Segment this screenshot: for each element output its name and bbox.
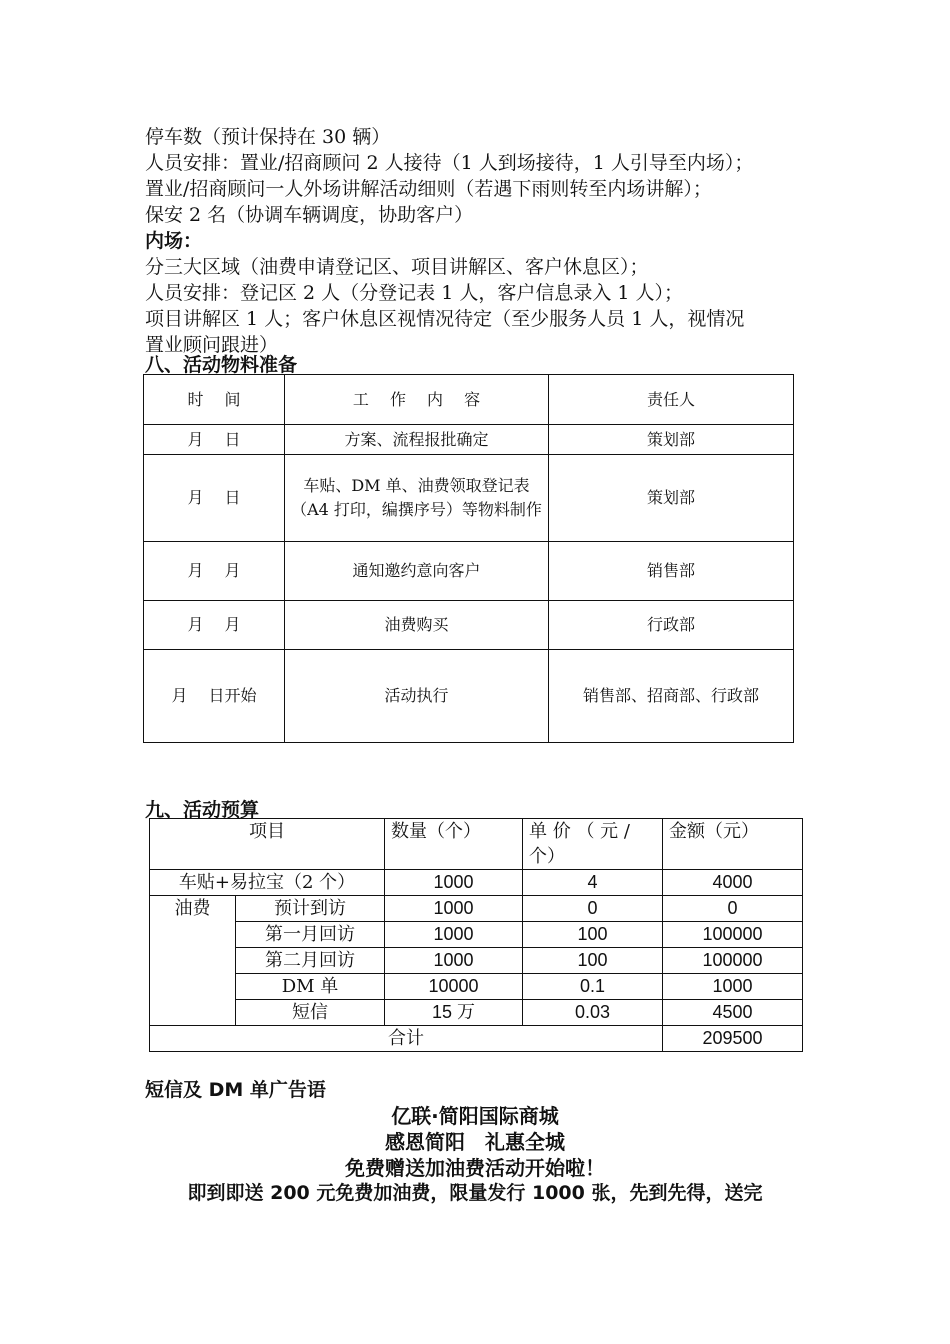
budget-price: 4 — [523, 870, 663, 896]
budget-amount: 100000 — [663, 922, 803, 948]
row-time: 月 月 — [144, 542, 285, 601]
budget-item: 第二月回访 — [236, 948, 385, 974]
budget-qty: 1000 — [385, 948, 523, 974]
row-owner: 策划部 — [549, 425, 794, 455]
oil-fee-label: 油费 — [150, 896, 236, 1026]
budget-qty: 10000 — [385, 974, 523, 1000]
row-time: 月 日 — [144, 425, 285, 455]
budget-amount: 1000 — [663, 974, 803, 1000]
security-line: 保安 2 名（协调车辆调度，协助客户） — [145, 204, 474, 226]
inner-venue-heading: 内场： — [145, 230, 203, 252]
row-time: 月 日开始 — [144, 650, 285, 743]
budget-row — [150, 896, 803, 922]
budget-row — [150, 1000, 803, 1026]
row-content: 车贴、DM 单、油费领取登记表（A4 打印，编撰序号）等物料制作 — [285, 455, 549, 542]
parking-count-line: 停车数（预计保持在 30 辆） — [145, 126, 391, 148]
header-qty: 数量（个） — [385, 819, 523, 870]
budget-table — [149, 818, 803, 1052]
budget-amount: 4500 — [663, 1000, 803, 1026]
budget-qty: 1000 — [385, 922, 523, 948]
row-owner: 销售部 — [549, 542, 794, 601]
budget-qty: 1000 — [385, 870, 523, 896]
budget-row — [150, 974, 803, 1000]
inner-zones-line: 分三大区域（油费申请登记区、项目讲解区、客户休息区）； — [145, 256, 649, 278]
budget-row — [150, 870, 803, 896]
total-amount: 209500 — [663, 1026, 803, 1052]
header-item: 项目 — [150, 819, 385, 870]
ad-slogan-title: 短信及 DM 单广告语 — [145, 1079, 326, 1101]
explain-zone-line-cont: 置业顾问跟进） — [145, 334, 279, 356]
section9-title: 九、活动预算 — [145, 799, 260, 821]
row-owner: 销售部、招商部、行政部 — [549, 650, 794, 743]
total-label: 合计 — [150, 1026, 663, 1052]
budget-header-row — [150, 819, 803, 870]
ad-line-free-gas: 免费赠送加油费活动开始啦！ — [345, 1156, 605, 1180]
row-time: 月 月 — [144, 601, 285, 650]
budget-amount: 4000 — [663, 870, 803, 896]
header-content: 工 作 内 容 — [285, 375, 549, 425]
row-content: 通知邀约意向客户 — [285, 542, 549, 601]
budget-amount: 100000 — [663, 948, 803, 974]
inner-staff-line: 人员安排：登记区 2 人（分登记表 1 人，客户信息录入 1 人）； — [145, 282, 684, 304]
ad-line-offer: 即到即送 200 元免费加油费，限量发行 1000 张，先到先得，送完 — [187, 1182, 763, 1204]
row-content: 方案、流程报批确定 — [285, 425, 549, 455]
header-time: 时 间 — [144, 375, 285, 425]
budget-amount: 0 — [663, 896, 803, 922]
budget-row — [150, 922, 803, 948]
budget-item: 第一月回访 — [236, 922, 385, 948]
row-owner: 行政部 — [549, 601, 794, 650]
staff-arrangement-line: 人员安排：置业/招商顾问 2 人接待（1 人到场接待，1 人引导至内场）； — [145, 152, 754, 174]
materials-row — [144, 601, 794, 650]
budget-row — [150, 948, 803, 974]
row-content: 油费购买 — [285, 601, 549, 650]
header-amount: 金额（元） — [663, 819, 803, 870]
budget-qty: 1000 — [385, 896, 523, 922]
materials-row — [144, 425, 794, 455]
budget-price: 0.03 — [523, 1000, 663, 1026]
explain-zone-line: 项目讲解区 1 人；客户休息区视情况待定（至少服务人员 1 人，视情况 — [145, 308, 745, 330]
budget-total-row — [150, 1026, 803, 1052]
row-time: 月 日 — [144, 455, 285, 542]
header-owner: 责任人 — [549, 375, 794, 425]
budget-qty: 15 万 — [385, 1000, 523, 1026]
materials-row — [144, 455, 794, 542]
outdoor-explain-line: 置业/招商顾问一人外场讲解活动细则（若遇下雨则转至内场讲解）； — [145, 178, 712, 200]
budget-item: 车贴+易拉宝（2 个） — [150, 870, 385, 896]
budget-price: 0.1 — [523, 974, 663, 1000]
row-owner: 策划部 — [549, 455, 794, 542]
ad-line-mall-name: 亿联·简阳国际商城 — [391, 1104, 559, 1128]
budget-price: 100 — [523, 922, 663, 948]
header-price: 单 价 （ 元 / 个） — [523, 819, 663, 870]
budget-item: DM 单 — [236, 974, 385, 1000]
materials-row — [144, 542, 794, 601]
budget-price: 100 — [523, 948, 663, 974]
row-content: 活动执行 — [285, 650, 549, 743]
budget-price: 0 — [523, 896, 663, 922]
ad-line-thanks: 感恩简阳 礼惠全城 — [385, 1130, 565, 1154]
materials-table — [143, 374, 794, 743]
section8-title: 八、活动物料准备 — [145, 354, 298, 376]
budget-item: 预计到访 — [236, 896, 385, 922]
materials-row — [144, 650, 794, 743]
materials-header-row — [144, 375, 794, 425]
budget-item: 短信 — [236, 1000, 385, 1026]
